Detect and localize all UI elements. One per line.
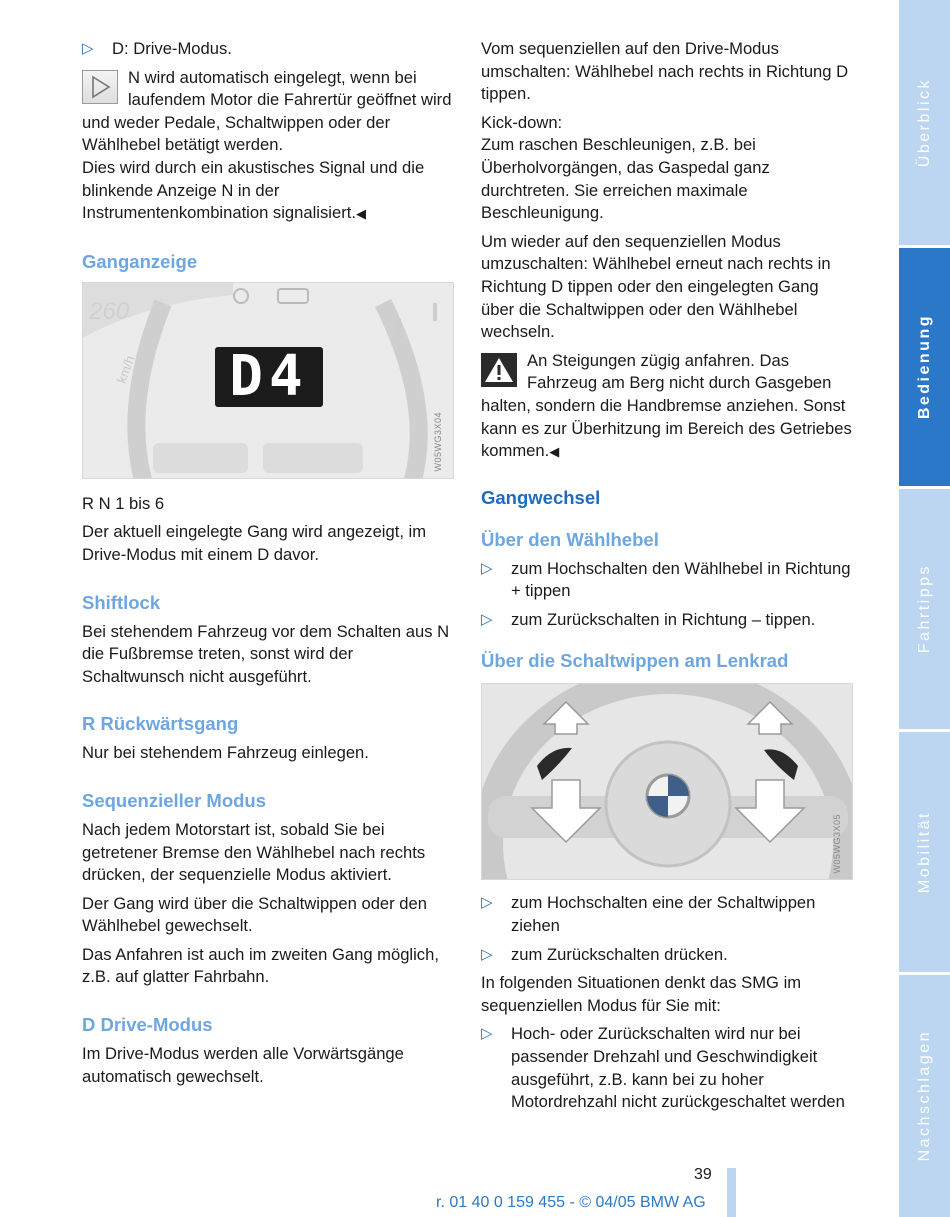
shiftlock-text: Bei stehendem Fahrzeug vor dem Schalten aus N die Fußbremse treten, sonst wird der Schaltwunsch nicht ausgeführt. [82, 621, 450, 686]
list-item [481, 944, 853, 967]
note-text-2: Dies wird durch ein akustisches Signal und die blinkende Anzeige N in der Instrumentenkombination signalisiert.◀ [82, 157, 425, 223]
heading-shiftlock: Shiftlock [82, 591, 161, 613]
heading-waehlhebel: Über den Wählhebel [481, 528, 659, 550]
end-mark-icon: ◀ [355, 206, 366, 222]
steering-wheel-image [482, 684, 853, 880]
heading-drive: D Drive-Modus [82, 1014, 213, 1036]
tab-label: Fahrtipps [915, 564, 933, 654]
page-number: 39 [694, 1166, 712, 1183]
bullet-text: zum Zurückschalten drücken. [511, 944, 728, 964]
paragraph-switch-sequential: Um wieder auf den sequenziellen Modus umzuschalten: Wählhebel erneut nach rechts in Richtung D tippen oder den eingelegten Gang über die Schaltwippen oder den Wählhebel wechseln. [481, 231, 831, 342]
sequential-text-2: Der Gang wird über die Schaltwippen oder den Wählhebel gewechselt. [82, 893, 427, 936]
heading-sequential: Sequenzieller Modus [82, 789, 267, 811]
right-column [481, 38, 853, 1120]
bullet-triangle-icon: ▷ [481, 894, 493, 912]
gears-description: Der aktuell eingelegte Gang wird angezeigt, im Drive-Modus mit einem D davor. [82, 522, 427, 564]
bullet-text: zum Hochschalten eine der Schaltwippen ziehen [511, 893, 816, 936]
section-tab-bar [899, 0, 950, 1217]
list-item [481, 892, 853, 937]
paragraph-switch-drive: Vom sequenziellen auf den Drive-Modus umschalten: Wählhebel nach rechts in Richtung D tippen. [481, 39, 849, 104]
bullet-text: D: Drive-Modus. [112, 39, 232, 58]
heading-ganganzeige: Ganganzeige [82, 250, 198, 272]
heading-reverse: R Rückwärtsgang [82, 713, 239, 735]
list-item [481, 558, 853, 603]
warning-text: An Steigungen zügig anfahren. Das Fahrzeug am Berg nicht durch Gasgeben halten, sondern die Handbremse anziehen. Sonst kann es zur Überhitzung im Bereich des Getriebes kommen.◀ [481, 350, 852, 461]
tab-label: Mobilität [915, 810, 933, 894]
tab-bedienung[interactable] [899, 248, 950, 486]
bullet-text: zum Zurückschalten in Richtung – tippen. [511, 609, 816, 629]
footer-text: r. 01 40 0 159 455 - © 04/05 BMW AG [436, 1194, 706, 1211]
note-icon [82, 70, 118, 104]
gear-display-figure [82, 282, 454, 479]
bullet-triangle-icon: ▷ [82, 40, 94, 57]
tab-label: Überblick [915, 77, 933, 168]
tab-fahrtipps[interactable] [899, 489, 950, 729]
gear-display-readout: D4 [229, 343, 309, 409]
figure-code: W05WG3X05 [832, 813, 843, 874]
end-mark-icon: ◀ [549, 444, 560, 460]
gears-line: R N 1 bis 6 [82, 493, 165, 513]
tab-ueberblick[interactable] [899, 0, 950, 245]
bullet-triangle-icon: ▷ [481, 559, 493, 577]
speed-unit-label: km/h [113, 353, 138, 385]
note-text: N wird automatisch eingelegt, wenn bei laufendem Motor die Fahrertür geöffnet wird und weder Pedale, Schaltwippen oder der Wählhebel betätigt werden. [82, 67, 452, 155]
heading-gangwechsel: Gangwechsel [481, 486, 601, 508]
steering-wheel-figure [481, 683, 853, 880]
speed-scale-label: 260 [89, 297, 130, 325]
tab-mobilitaet[interactable] [899, 732, 950, 972]
bullet-triangle-icon: ▷ [481, 945, 493, 963]
bullet-triangle-icon: ▷ [481, 1025, 493, 1043]
left-column [82, 38, 454, 1094]
bullet-triangle-icon: ▷ [481, 610, 493, 628]
list-item [481, 609, 853, 632]
play-triangle-icon [83, 71, 117, 103]
paragraph-smg: In folgenden Situationen denkt das SMG im sequenziellen Modus für Sie mit: [481, 973, 802, 1015]
note-box [82, 67, 454, 226]
tab-nachschlagen[interactable] [899, 975, 950, 1217]
heading-schaltwippen: Über die Schaltwippen am Lenkrad [481, 650, 789, 672]
tab-label: Nachschlagen [915, 1030, 933, 1162]
paragraph-kickdown: Kick-down: Zum raschen Beschleunigen, z.B. bei Überholvorgängen, das Gaspedal ganz durchtreten. Sie erreichen maximale Beschleunigung. [481, 112, 770, 223]
reverse-text: Nur bei stehendem Fahrzeug einlegen. [82, 743, 369, 763]
list-item [481, 1023, 853, 1113]
list-item [82, 38, 454, 61]
warning-icon [481, 353, 517, 387]
sequential-text-1: Nach jedem Motorstart ist, sobald Sie bei getretener Bremse den Wählhebel nach rechts drücken, der sequenzielle Modus aktiviert. [82, 819, 426, 885]
sequential-text-3: Das Anfahren ist auch im zweiten Gang möglich, z.B. auf glatter Fahrbahn. [82, 944, 439, 987]
bullet-text: Hoch- oder Zurückschalten wird nur bei passender Drehzahl und Geschwindigkeit ausgeführt, z.B. kann bei zu hoher Motordrehzahl nicht zurückgeschaltet werden [511, 1024, 845, 1112]
warning-triangle-icon [482, 354, 516, 386]
page-number-bar [727, 1168, 736, 1217]
bullet-text: zum Hochschalten den Wählhebel in Richtung + tippen [511, 558, 851, 601]
tab-label: Bedienung [915, 314, 933, 420]
warning-box [481, 350, 853, 464]
drive-text: Im Drive-Modus werden alle Vorwärtsgänge automatisch gewechselt. [82, 1044, 404, 1086]
figure-code: W05WG3X04 [433, 412, 444, 472]
